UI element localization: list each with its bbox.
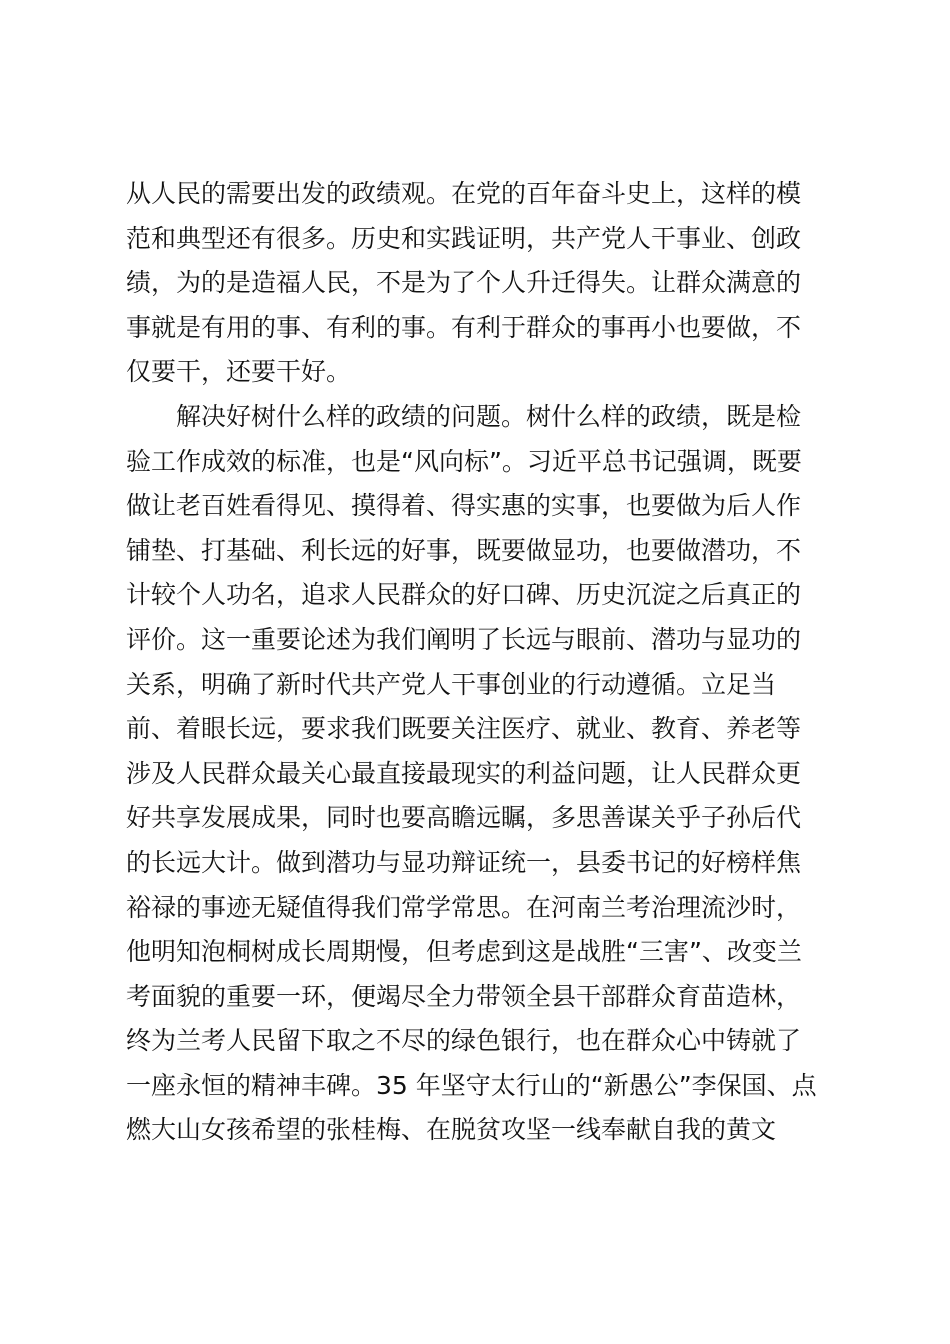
text-line: 终为兰考人民留下取之不尽的绿色银行，也在群众心中铸就了 [126,1026,802,1056]
text-line: 前、着眼长远，要求我们既要关注医疗、就业、教育、养老等 [126,714,802,744]
text-line: 裕禄的事迹无疑值得我们常学常思。在河南兰考治理流沙时， [126,892,802,922]
text-line: 计较个人功名，追求人民群众的好口碑、历史沉淀之后真正的 [126,580,802,610]
text-line: 仅要干，还要干好。 [126,357,352,387]
text-line: 评价。这一重要论述为我们阐明了长远与眼前、潜功与显功的 [126,624,802,654]
text-line: 考面貌的重要一环，便竭尽全力带领全县干部群众育苗造林， [126,981,802,1011]
text-line: 验工作成效的标准，也是“风向标”。习近平总书记强调，既要 [126,446,802,476]
text-line: 关系，明确了新时代共产党人干事创业的行动遵循。立足当 [126,669,777,699]
text-line: 涉及人民群众最关心最直接最现实的利益问题，让人民群众更 [126,758,802,788]
text-line: 范和典型还有很多。历史和实践证明，共产党人干事业、创政 [126,223,802,253]
text-line: 好共享发展成果，同时也要高瞻远瞩，多思善谋关乎子孙后代 [126,803,802,833]
text-line: 一座永恒的精神丰碑。35 年坚守太行山的“新愚公”李保国、点 [126,1070,817,1100]
text-line: 他明知泡桐树成长周期慢，但考虑到这是战胜“三害”、改变兰 [126,937,802,967]
text-line: 燃大山女孩希望的张桂梅、在脱贫攻坚一线奉献自我的黄文 [126,1115,777,1145]
text-line: 从人民的需要出发的政绩观。在党的百年奋斗史上，这样的模 [126,179,802,208]
text-line: 绩，为的是造福人民，不是为了个人升迁得失。让群众满意的 [126,268,802,298]
text-line: 事就是有用的事、有利的事。有利于群众的事再小也要做，不 [126,312,802,342]
paragraph-start-line: 解决好树什么样的政绩的问题。树什么样的政绩，既是检 [126,401,802,431]
text-line: 铺垫、打基础、利长远的好事，既要做显功，也要做潜功，不 [126,535,802,565]
body-text [126,172,836,1153]
text-line: 的长远大计。做到潜功与显功辩证统一，县委书记的好榜样焦 [126,847,802,877]
text-line: 做让老百姓看得见、摸得着、得实惠的实事，也要做为后人作 [126,491,802,521]
